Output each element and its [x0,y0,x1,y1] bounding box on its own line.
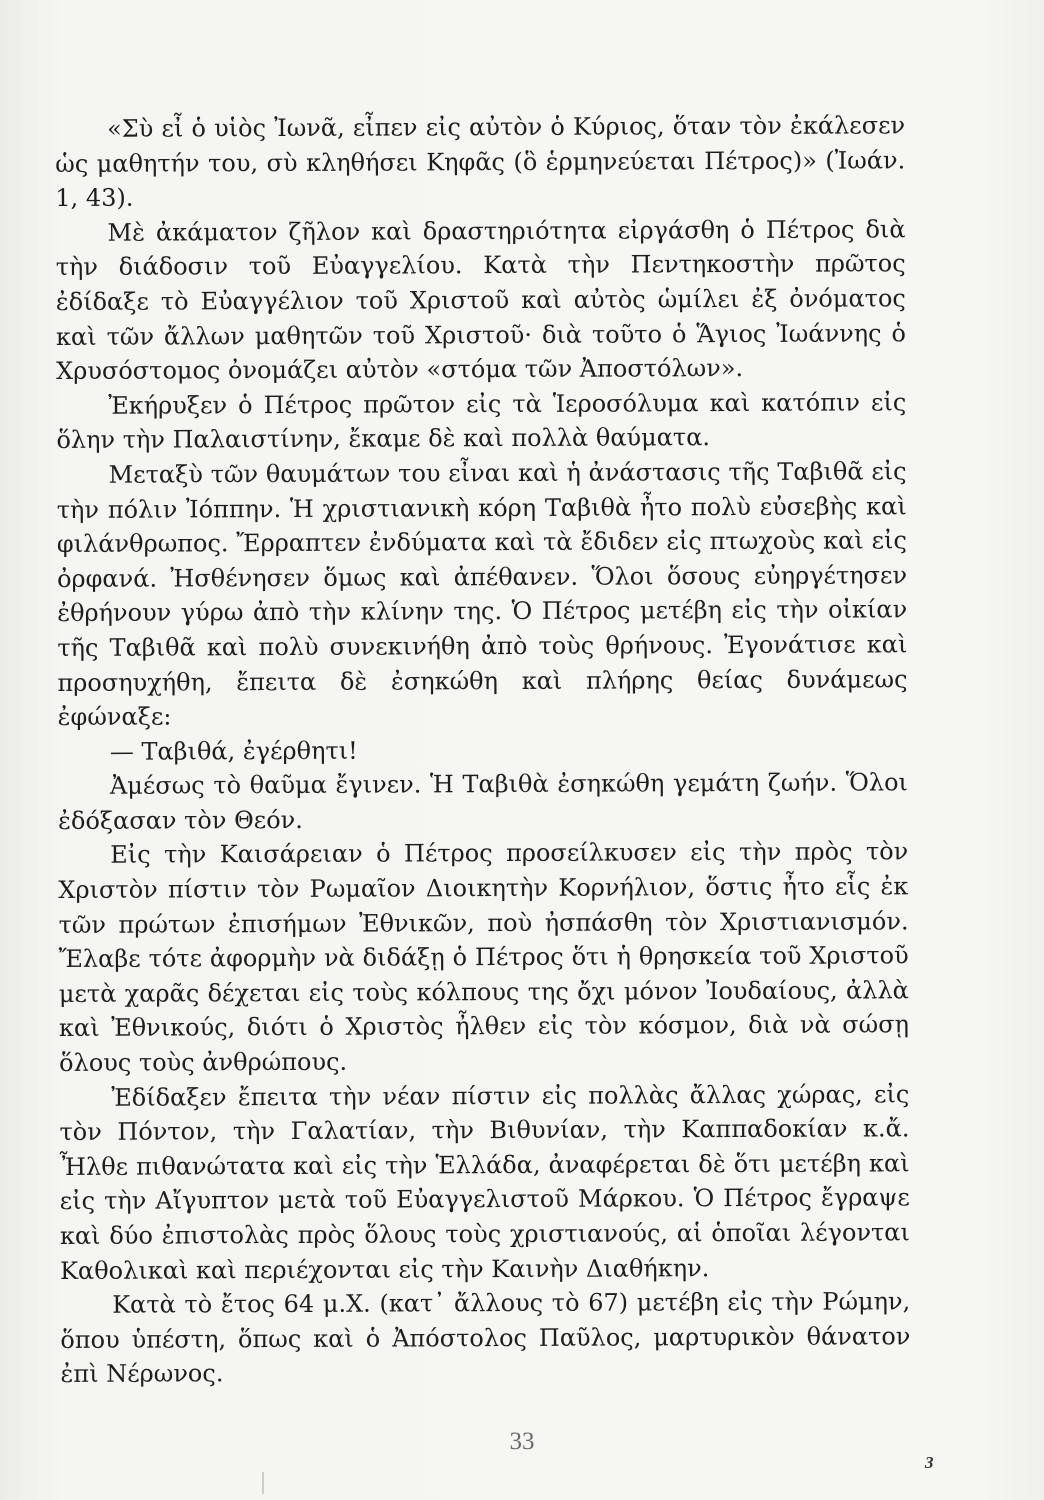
paragraph-tabitha: Μεταξὺ τῶν θαυμάτων του εἶναι καὶ ἡ ἀνάστασις τῆς Ταβιθᾶ εἰς τὴν πόλιν Ἰόππην. Ἡ χριστιανικὴ κόρη Ταβιθὰ ἦτο πολὺ εὐσεβὴς καὶ φιλάνθρωπος. Ἔρραπτεν ἐνδύματα καὶ τὰ ἔδιδεν εἰς πτωχοὺς καὶ εἰς ὀρφανά. Ἠσθένησεν ὅμως καὶ ἀπέθανεν. Ὅλοι ὅσους εὐηργέτησεν ἐθρήνουν γύρω ἀπὸ τὴν κλίνην της. Ὁ Πέτρος μετέβη εἰς τὴν οἰκίαν τῆς Ταβιθᾶ καὶ πολὺ συνεκινήθη ἀπὸ τοὺς θρήνους. Ἐγονάτισε καὶ προσηυχήθη, ἔπειτα δὲ ἐσηκώθη καὶ πλήρης θείας δυνάμεως ἐφώναξε: [56,457,908,732]
paragraph-rome: Κατὰ τὸ ἔτος 64 μ.Χ. (κατ᾽ ἄλλους τὸ 67) μετέβη εἰς τὴν Ρώμην, ὅπου ὑπέστη, ὅπως καὶ ὁ Ἀπόστολος Παῦλος, μαρτυρικὸν θάνατον ἐπὶ Νέρωνος. [60,1287,911,1389]
body-text [55,108,911,1392]
paragraph-teaching: Ἐδίδαξεν ἔπειτα τὴν νέαν πίστιν εἰς πολλὰς ἄλλας χώρας, εἰς τὸν Πόντον, τὴν Γαλατίαν, τὴν Βιθυνίαν, τὴν Καππαδοκίαν κ.ἄ. Ἦλθε πιθανώτατα καὶ εἰς τὴν Ἑλλάδα, ἀναφέρεται δὲ ὅτι μετέβη καὶ εἰς τὴν Αἴγυπτον μετὰ τοῦ Εὐαγγελιστοῦ Μάρκου. Ὁ Πέτρος ἔγραψε καὶ δύο ἐπιστολὰς πρὸς ὅλους τοὺς χριστιανούς, αἱ ὁποῖαι λέγονται Καθολικαὶ καὶ περιέχονται εἰς τὴν Καινὴν Διαθήκην. [59,1079,910,1285]
paragraph-caesarea: Εἰς τὴν Καισάρειαν ὁ Πέτρος προσείλκυσεν εἰς τὴν πρὸς τὸν Χριστὸν πίστιν τὸν Ρωμαῖον Διοικητὴν Κορνήλιον, ὅστις ἦτο εἷς ἐκ τῶν πρώτων ἐπισήμων Ἐθνικῶν, ποὺ ἠσπάσθη τὸν Χριστιανισμόν. Ἔλαβε τότε ἀφορμὴν νὰ διδάξῃ ὁ Πέτρος ὅτι ἡ θρησκεία τοῦ Χριστοῦ μετὰ χαρᾶς δέχεται εἰς τοὺς κόλπους της ὄχι μόνον Ἰουδαίους, ἀλλὰ καὶ Ἐθνικούς, διότι ὁ Χριστὸς ἦλθεν εἰς τὸν κόσμον, διὰ νὰ σώσῃ ὅλους τοὺς ἀνθρώπους. [58,837,910,1078]
paper-speck [262,1472,264,1494]
signature-mark: 3 [925,1453,934,1472]
paragraph-quote: «Σὺ εἶ ὁ υἱὸς Ἰωνᾶ, εἶπεν εἰς αὐτὸν ὁ Κύριος, ὅταν τὸν ἐκάλεσεν ὡς μαθητήν του, σὺ κληθήσει Κηφᾶς (ὃ ἑρμηνεύεται Πέτρος)» (Ἰωάν. 1, 43). [55,111,906,213]
paragraph-miracle: Ἀμέσως τὸ θαῦμα ἔγινεν. Ἡ Ταβιθὰ ἐσηκώθη γεμάτη ζωήν. Ὅλοι ἐδόξασαν τὸν Θεόν. [58,768,908,835]
page-number: 33 [509,1428,535,1455]
paragraph-dialogue: — Ταβιθά, ἐγέρθητι! [109,736,358,766]
paragraph-preaching: Ἐκήρυξεν ὁ Πέτρος πρῶτον εἰς τὰ Ἱεροσόλυμα καὶ κατόπιν εἰς ὅλην τὴν Παλαιστίνην, ἔκαμε δὲ καὶ πολλὰ θαύματα. [56,388,907,455]
paragraph-zeal: Μὲ ἀκάματον ζῆλον καὶ δραστηριότητα εἰργάσθη ὁ Πέτρος διὰ τὴν διάδοσιν τοῦ Εὐαγγελίου. Κατὰ τὴν Πεντηκοστὴν πρῶτος ἐδίδαξε τὸ Εὐαγγέλιον τοῦ Χριστοῦ καὶ αὐτὸς ὡμίλει ἐξ ὀνόματος καὶ τῶν ἄλλων μαθητῶν τοῦ Χριστοῦ· διὰ τοῦτο ὁ Ἅγιος Ἰωάννης ὁ Χρυσόστομος ὀνομάζει αὐτὸν «στόμα τῶν Ἀποστόλων». [55,215,907,386]
